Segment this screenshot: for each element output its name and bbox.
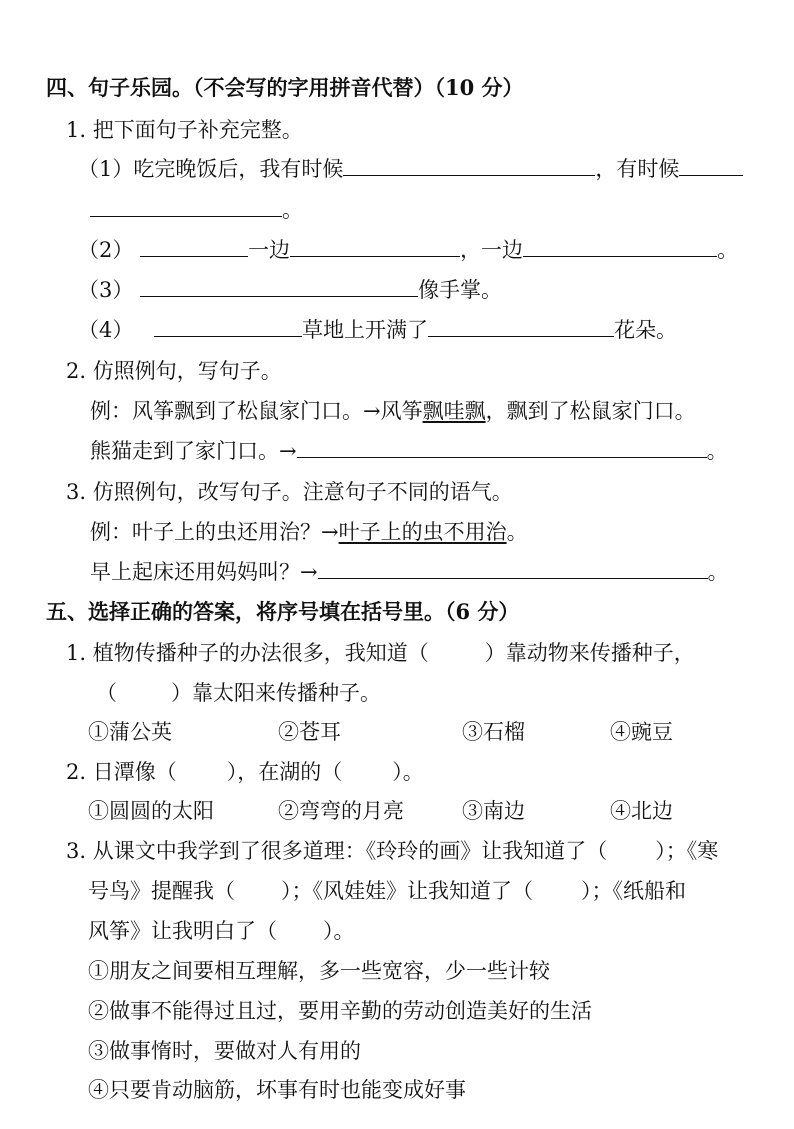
q1-prompt: 1. 把下面句子补充完整。	[66, 118, 303, 142]
q1-item3-text: 像手掌。	[418, 278, 503, 302]
q1-item4-text-b: 花朵。	[614, 318, 678, 342]
s5-q1-line2	[96, 679, 381, 707]
q1-item4	[78, 316, 677, 344]
q3-task	[90, 558, 729, 586]
answer-blank[interactable]	[290, 236, 460, 257]
period: 。	[707, 560, 729, 584]
q3-task-text: 早上起床还用妈妈叫？→	[90, 560, 318, 584]
answer-blank[interactable]	[523, 236, 717, 257]
s5-q1-text-c: （	[96, 681, 117, 705]
s5-q2-option-2: ②弯弯的月亮	[278, 799, 404, 823]
q3-example-underlined: 叶子上的虫不用治	[338, 520, 507, 544]
answer-blank[interactable]	[428, 316, 614, 337]
q1-item1-line1	[78, 155, 743, 183]
period: 。	[282, 198, 303, 222]
s5-q1-option-2: ②苍耳	[278, 720, 341, 744]
s5-q3-line3	[88, 917, 355, 945]
answer-blank[interactable]	[343, 155, 595, 176]
q3-example	[90, 518, 528, 546]
answer-blank[interactable]	[90, 196, 282, 217]
s5-q3-line2	[88, 877, 686, 905]
s5-q3-option-4: ④只要肯动脑筋，坏事有时也能变成好事	[88, 1078, 466, 1102]
q2-example	[90, 397, 696, 425]
answer-blank[interactable]	[318, 558, 708, 579]
s5-q3-line1	[66, 837, 718, 865]
period: 。	[706, 439, 728, 463]
answer-blank[interactable]	[679, 155, 743, 176]
s5-q2-line	[66, 758, 424, 786]
q1-item2-text-b: ，一边	[460, 238, 524, 262]
s5-q3-text-g: ）。	[323, 919, 355, 943]
period: 。	[717, 238, 739, 262]
q1-item2-num: （2）	[78, 238, 134, 262]
s5-q3-option-2: ②做事不能得过且过，要用辛勤的劳动创造美好的生活	[88, 999, 592, 1023]
s5-q1-option-4: ④豌豆	[610, 720, 673, 744]
s5-q3-text-f: 风筝》让我明白了（	[88, 919, 277, 943]
q1-item2	[78, 236, 738, 264]
q3-example-a: 例：叶子上的虫还用治？→	[90, 520, 339, 544]
section-4-title: 四、句子乐园。（不会写的字用拼音代替）（10 分）	[46, 75, 524, 100]
q1-item2-text-a: 一边	[248, 238, 291, 262]
section-5-title: 五、选择正确的答案，将序号填在括号里。（6 分）	[46, 599, 520, 624]
q2-task	[90, 437, 728, 465]
s5-q1-text-a: 1. 植物传播种子的办法很多，我知道（	[66, 641, 429, 665]
answer-blank[interactable]	[297, 437, 707, 458]
s5-q2-text-a: 2. 日潭像（	[66, 760, 177, 784]
q1-item1-line2	[90, 196, 303, 224]
s5-q2-option-1: ①圆圆的太阳	[88, 799, 214, 823]
q1-item4-num: （4）	[78, 318, 134, 342]
answer-blank[interactable]	[154, 316, 302, 337]
s5-q3-option-1: ①朋友之间要相互理解，多一些宽容，少一些计较	[88, 959, 550, 983]
s5-q3-text-c: 号鸟》提醒我（	[88, 879, 235, 903]
s5-q3-text-d: ）；《风娃娃》让我知道了（	[281, 879, 533, 903]
q2-example-a: 例：风筝飘到了松鼠家门口。→风筝	[90, 399, 423, 423]
q3-example-b: 。	[506, 520, 528, 544]
s5-q3-text-a: 3. 从课文中我学到了很多道理：《玲玲的画》让我知道了（	[66, 839, 608, 863]
q2-example-underlined: 飘哇飘	[422, 399, 486, 423]
q1-item3-num: （3）	[78, 278, 134, 302]
s5-q2-option-3: ③南边	[462, 799, 525, 823]
q1-item4-text-a: 草地上开满了	[302, 318, 429, 342]
s5-q1-option-3: ③石榴	[462, 720, 525, 744]
s5-q1-text-d: ）靠太阳来传播种子。	[171, 681, 381, 705]
q2-example-b: ，飘到了松鼠家门口。	[485, 399, 696, 423]
s5-q3-option-3: ③做事惰时，要做对人有用的	[88, 1039, 361, 1063]
s5-q2-text-b: ），在湖的（	[226, 760, 343, 784]
s5-q2-text-c: ）。	[392, 760, 424, 784]
s5-q3-text-b: ）；《寒	[655, 839, 719, 863]
q2-prompt: 2. 仿照例句，写句子。	[66, 359, 282, 383]
s5-q1-text-b: ）靠动物来传播种子，	[484, 641, 695, 665]
q1-item1-text-a: （1）吃完晚饭后，我有时候	[78, 157, 344, 181]
answer-blank[interactable]	[140, 236, 248, 257]
q2-task-text: 熊猫走到了家门口。→	[90, 439, 297, 463]
s5-q2-option-4: ④北边	[610, 799, 673, 823]
q1-item1-text-b: ，有时候	[595, 157, 680, 181]
s5-q1-line1	[66, 639, 695, 667]
answer-blank[interactable]	[140, 276, 418, 297]
s5-q1-option-1: ①蒲公英	[88, 720, 172, 744]
q3-prompt: 3. 仿照例句，改写句子。注意句子不同的语气。	[66, 480, 513, 504]
q1-item3	[78, 276, 502, 304]
s5-q3-text-e: ）；《纸船和	[581, 879, 686, 903]
